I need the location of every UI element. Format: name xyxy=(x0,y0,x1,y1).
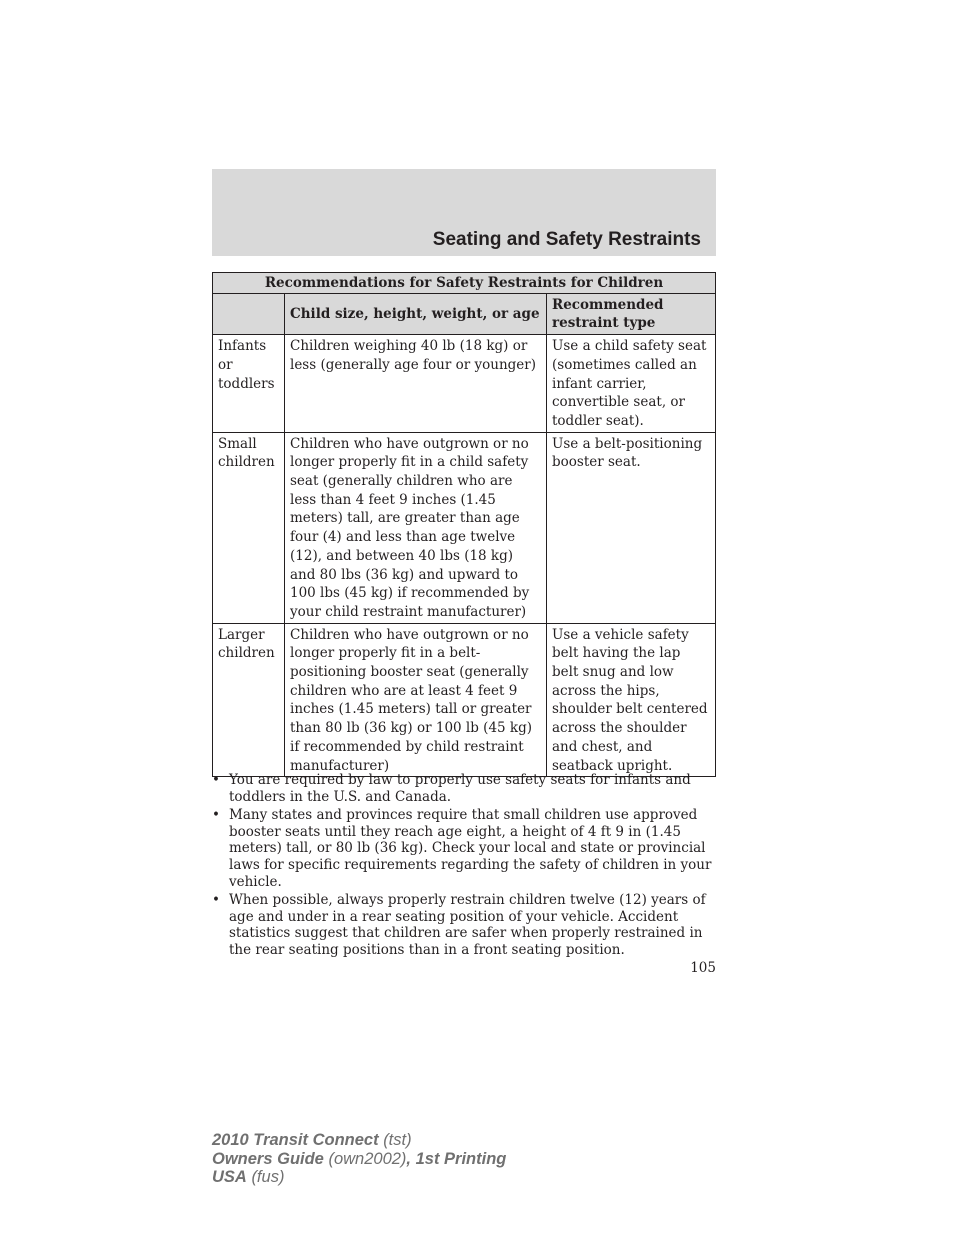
note-text: You are required by law to properly use safety seats for infants and toddlers in the U.S. and Canada. xyxy=(229,772,691,805)
table-header-row xyxy=(213,293,716,334)
document-footer xyxy=(212,1131,506,1187)
row-restraint-cell: Use a child safety seat (sometimes called an infant carrier, convertible seat, or toddler seat). xyxy=(547,335,716,433)
row-size-cell: Children weighing 40 lb (18 kg) or less (generally age four or younger) xyxy=(285,335,547,433)
row-group-cell: Infants or toddlers xyxy=(213,335,285,433)
footer-model-code: (tst) xyxy=(383,1131,412,1149)
row-size-cell: Children who have outgrown or no longer properly fit in a child safety seat (generally children who are less than 4 feet 9 inches (1.45 meters) tall, are greater than age four (4) and less than age twelve (12), and between 40 lbs (18 kg) and 80 lbs (36 kg) and upward to 100 lbs (45 kg) if recommended by your child restraint manufacturer) xyxy=(285,432,547,623)
table-row xyxy=(213,432,716,623)
row-size-cell: Children who have outgrown or no longer properly fit in a belt-positioning booster seat (generally children who are at least 4 feet 9 inches (1.45 meters) tall or greater than 80 lb (36 kg) or 100 lb (45 kg) if recommended by child restraint manufacturer) xyxy=(285,623,547,777)
footer-market: USA xyxy=(212,1168,247,1186)
note-text: When possible, always properly restrain children twelve (12) years of age and under in a rear seating position of your vehicle. Accident statistics suggest that children are safer when properly restrained in the rear seating positions than in a front seating position. xyxy=(229,892,706,958)
column-header-size: Child size, height, weight, or age xyxy=(285,293,547,334)
row-restraint-cell: Use a vehicle safety belt having the lap belt snug and low across the hips, shoulder belt centered across the shoulder and chest, and seatback upright. xyxy=(547,623,716,777)
footer-guide-code: (own2002) xyxy=(328,1149,407,1168)
list-item xyxy=(212,892,716,958)
table-row xyxy=(213,623,716,777)
column-header-group xyxy=(213,293,285,334)
row-group-cell: Small children xyxy=(213,432,285,623)
footer-line-2 xyxy=(212,1150,506,1169)
notes-list xyxy=(212,772,716,961)
list-item xyxy=(212,807,716,890)
section-title: Seating and Safety Restraints xyxy=(432,229,701,250)
footer-line-1 xyxy=(212,1131,506,1150)
footer-printing: , 1st Printing xyxy=(406,1149,507,1168)
bullet-icon: • xyxy=(212,772,220,788)
table-caption: Recommendations for Safety Restraints for Children xyxy=(213,273,716,294)
note-text: Many states and provinces require that small children use approved booster seats until they reach age eight, a height of 4 ft 9 in (1.45 meters) tall, or 80 lb (36 kg). Check your local and state or provincial laws for specific requirements regarding the safety of children in your vehicle. xyxy=(229,807,712,890)
list-item xyxy=(212,772,716,805)
row-group-cell: Larger children xyxy=(213,623,285,777)
table-caption-row xyxy=(213,273,716,294)
column-header-restraint: Recommended restraint type xyxy=(547,293,716,334)
bullet-icon: • xyxy=(212,807,220,824)
footer-model: 2010 Transit Connect xyxy=(212,1131,379,1149)
page-number: 105 xyxy=(690,960,716,976)
restraint-recommendations-table xyxy=(212,272,716,777)
footer-market-code: (fus) xyxy=(251,1168,285,1186)
bullet-icon: • xyxy=(212,892,220,909)
section-header-band xyxy=(212,169,716,256)
footer-line-3 xyxy=(212,1168,506,1187)
footer-guide: Owners Guide xyxy=(212,1149,324,1168)
row-restraint-cell: Use a belt-positioning booster seat. xyxy=(547,432,716,623)
table-row xyxy=(213,335,716,433)
